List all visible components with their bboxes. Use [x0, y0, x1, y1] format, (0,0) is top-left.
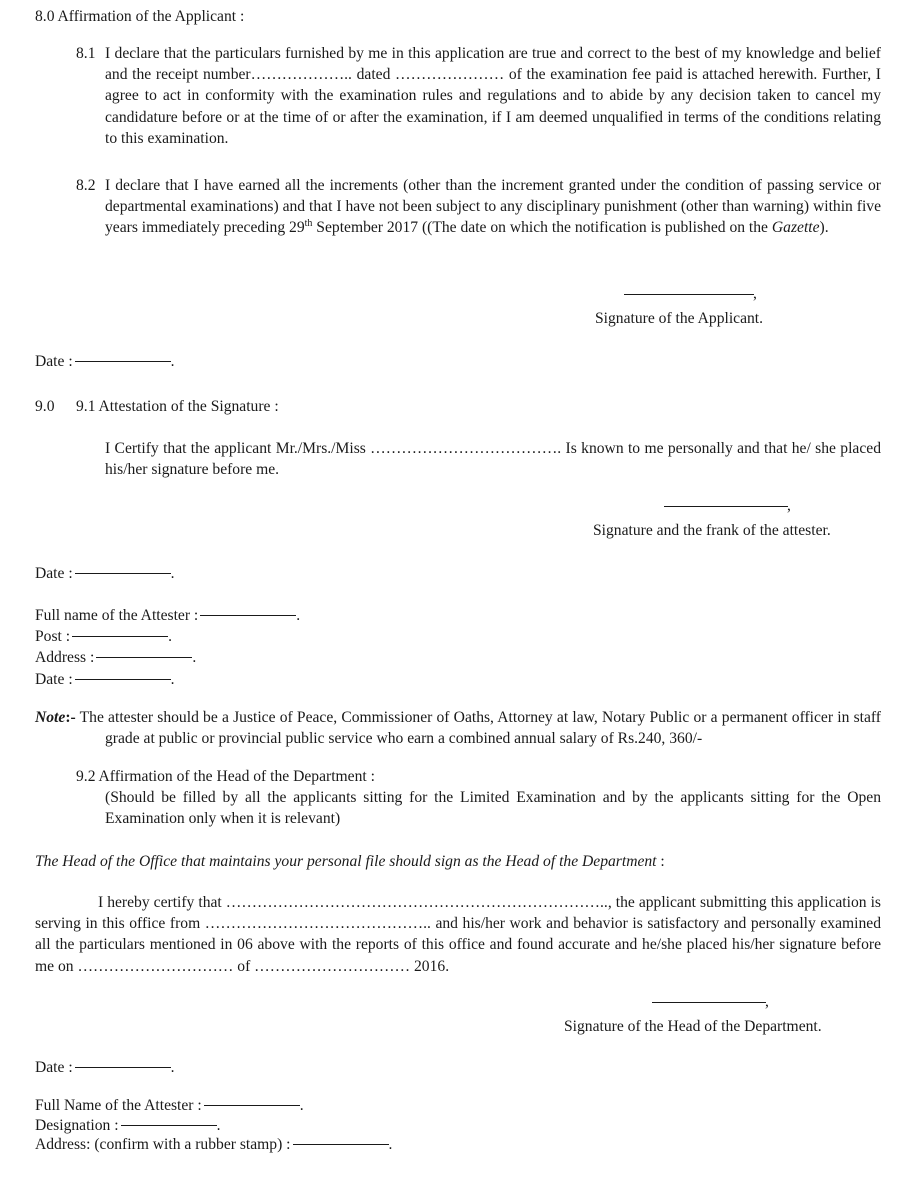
hod-attester-details [35, 1096, 392, 1155]
section-9-number: 9.0 [35, 398, 55, 415]
date-field-hod: Date : . [35, 1059, 175, 1076]
hod-designation-field: Designation : . [35, 1116, 221, 1134]
attester-post-field: Post : . [35, 628, 173, 646]
attester-details [35, 605, 300, 690]
hod-address-field: Address: (confirm with a rubber stamp) : . [35, 1136, 393, 1153]
paragraph-8-1-text: I declare that the particulars furnished by me in this application are true and correct to the best of my knowledge and belief and the receipt number……………….. dated ………………… of the examination fee paid is attached herewith. Further, I agree to act in conformity with the examination rules and regulations and to abide by any decision taken to cancel my candidature before or at the time of or after the examination, if I am deemed unqualified in terms of the conditions relating to this examination. [105, 45, 881, 147]
applicant-signature-label: Signature of the Applicant. [595, 310, 764, 327]
applicant-signature-line [624, 282, 754, 295]
attestation-certify-text: I Certify that the applicant Mr./Mrs./Miss ………………………………. Is known to me personally and that he/ she placed his/her signature before me. [105, 440, 881, 479]
paragraph-8-1 [76, 43, 881, 149]
hod-full-name-field: Full Name of the Attester : . [35, 1097, 304, 1114]
section-9-2-text: (Should be filled by all the applicants sitting for the Limited Examination and by the applicants sitting for the Open Examination only when it is relevant) [105, 789, 881, 828]
paragraph-8-2 [76, 175, 881, 239]
attester-signature-label: Signature and the frank of the attester. [593, 522, 831, 539]
attester-date-field: Date : . [35, 670, 175, 688]
attester-note: Note:- The attester should be a Justice of Peace, Commissioner of Oaths, Attorney at law, Notary Public or a permanent officer in staff grade at public or provincial public service who earn a combined annual salary of Rs.240, 360/- [35, 709, 881, 748]
hod-signature-label: Signature of the Head of the Department. [564, 1018, 822, 1035]
attester-full-name-field: Full name of the Attester : . [35, 607, 301, 624]
hod-certification-text: I hereby certify that ……………………………………………………………….., the applicant submitting this application is serving in this office from …………………………………….. and his/her work and behavior is satisfactory and personally examined all the particulars mentioned in 06 above with the reports of this office and found accurate and he/she placed his/her signature before me on ………………………… of ………………………… 2016. [35, 894, 881, 975]
attester-address-field: Address : . [35, 649, 197, 667]
attester-signature-line [664, 494, 788, 507]
paragraph-8-1-number: 8.1 [76, 45, 96, 62]
section-9-2-title: 9.2 Affirmation of the Head of the Department : [76, 768, 375, 785]
section-8-title: 8.0 Affirmation of the Applicant : [35, 8, 245, 25]
section-9-1-title: 9.1 Attestation of the Signature : [76, 398, 279, 415]
date-field-attester: Date : . [35, 565, 175, 582]
date-field-applicant: Date : . [35, 353, 175, 370]
paragraph-8-2-number: 8.2 [76, 177, 96, 194]
paragraph-8-2-text: I declare that I have earned all the increments (other than the increment granted under the condition of passing service or departmental examinations) and that I have not been subject to any disciplinary punishment (other than warning) within five years immediately preceding 29th September 2017 ((The date on which the notification is published on the Gazette). [105, 177, 881, 237]
hod-instruction: The Head of the Office that maintains your personal file should sign as the Head of the Department : [35, 853, 665, 870]
hod-signature-line [652, 990, 766, 1003]
